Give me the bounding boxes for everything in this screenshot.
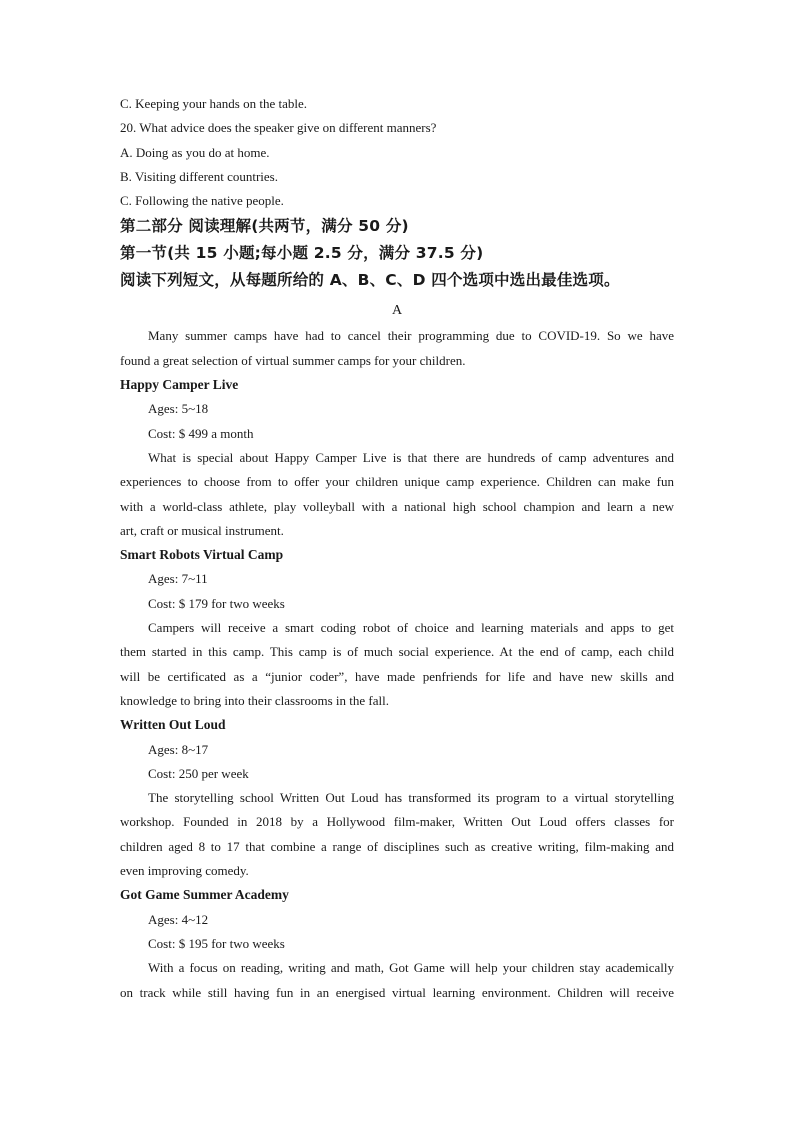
q20-question: 20. What advice does the speaker give on different manners?: [120, 120, 437, 136]
description-line: What is special about Happy Camper Live is that there are hundreds of camp adventures and: [148, 449, 674, 465]
description-line: With a focus on reading, writing and math, Got Game will help your children stay academically: [148, 960, 674, 976]
description-line: experiences to choose from to offer your children unique camp experience. Children can make fun: [120, 474, 674, 490]
description-line: them started in this camp. This camp is of much social experience. At the end of camp, each child: [120, 644, 674, 660]
description-line: workshop. Founded in 2018 by a Hollywood film-maker, Written Out Loud offers classes for: [120, 814, 674, 830]
q20-option-c: C. Following the native people.: [120, 193, 284, 209]
description-line: will be certificated as a “junior coder”, have made penfriends for life and have new skills and: [120, 668, 674, 684]
camp-ages: Ages: 4~12: [148, 911, 209, 927]
camp-cost: Cost: $ 499 a month: [148, 425, 254, 441]
description-line: The storytelling school Written Out Loud has transformed its program to a virtual storytelling: [148, 790, 674, 806]
q20-option-a: A. Doing as you do at home.: [120, 144, 270, 160]
instruction: 阅读下列短文，从每题所给的 A、B、C、D 四个选项中选出最佳选项。: [120, 271, 620, 290]
camp-cost: Cost: $ 195 for two weeks: [148, 935, 285, 951]
camp-cost: Cost: 250 per week: [148, 765, 249, 781]
intro-line: Many summer camps have had to cancel their programming due to COVID-19. So we have: [148, 328, 674, 344]
camp-cost: Cost: $ 179 for two weeks: [148, 595, 285, 611]
description-line: children aged 8 to 17 that combine a range of disciplines such as creative writing, film-making and: [120, 838, 674, 854]
camp-description: [120, 786, 674, 883]
description-line: Campers will receive a smart coding robot of choice and learning materials and apps to get: [148, 620, 674, 636]
camp-name: Smart Robots Virtual Camp: [120, 547, 284, 563]
camp-ages: Ages: 7~11: [148, 571, 208, 587]
camp-description: [120, 956, 674, 1005]
passage-intro: [120, 324, 674, 373]
part-title: 第二部分 阅读理解(共两节，满分 50 分): [120, 217, 409, 236]
camp-ages: Ages: 5~18: [148, 401, 209, 417]
camp-name: Got Game Summer Academy: [120, 887, 289, 903]
camp-ages: Ages: 8~17: [148, 741, 209, 757]
camp-description: [120, 446, 674, 543]
q19-option-c: C. Keeping your hands on the table.: [120, 96, 308, 111]
q20-option-b: B. Visiting different countries.: [120, 168, 278, 184]
intro-line: found a great selection of virtual summer camps for your children.: [120, 352, 466, 368]
camp-name: Written Out Loud: [120, 717, 226, 733]
description-line: on track while still having fun in an energised virtual learning environment. Children will receive: [120, 984, 674, 1000]
camp-name: Happy Camper Live: [120, 377, 239, 393]
description-line: with a world-class athlete, play volleyball with a national high school champion and learn a new: [120, 498, 674, 514]
description-line: art, craft or musical instrument.: [120, 522, 284, 538]
description-line: even improving comedy.: [120, 863, 249, 879]
subsection-title: 第一节(共 15 小题;每小题 2.5 分，满分 37.5 分): [120, 244, 484, 263]
camp-description: [120, 616, 674, 713]
description-line: knowledge to bring into their classrooms in the fall.: [120, 692, 389, 708]
exam-page: [120, 92, 674, 1005]
passage-letter: A: [391, 303, 403, 319]
